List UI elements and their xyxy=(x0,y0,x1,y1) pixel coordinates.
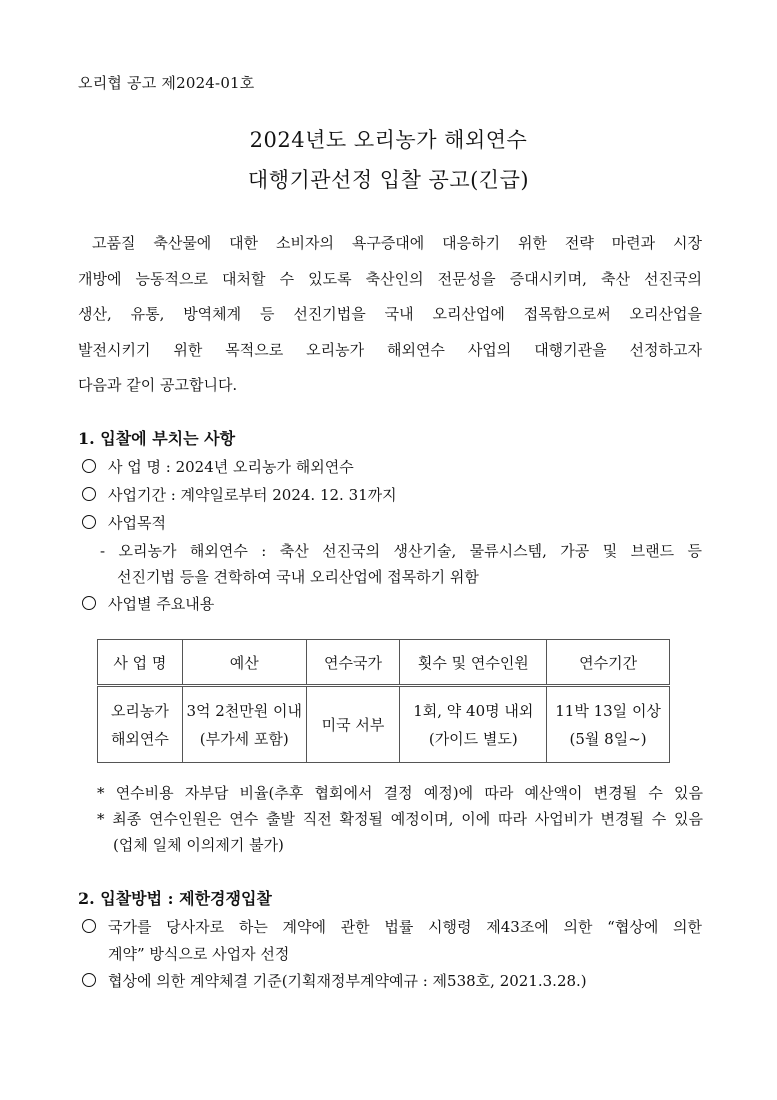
circle-bullet-icon xyxy=(82,973,96,987)
business-period-item xyxy=(82,484,397,505)
page-title-line2: 대행기관선정 입찰 공고(긴급) xyxy=(247,168,530,192)
table-header-row xyxy=(98,640,670,686)
table-cell-count: 1회, 약 40명 내외 (가이드 별도) xyxy=(400,686,547,763)
intro-line-3: 생산, 유통, 방역체계 등 선진기법을 국내 오리산업에 접목함으로써 오리산업을 xyxy=(78,305,702,323)
section1-title: 1. 입찰에 부치는 사항 xyxy=(78,429,236,448)
intro-line-2: 개방에 능동적으로 대처할 수 있도록 축산인의 전문성을 증대시키며, 축산 선진국의 xyxy=(78,269,702,288)
circle-bullet-icon xyxy=(82,596,96,610)
business-table xyxy=(97,639,670,763)
table-header: 사 업 명 xyxy=(98,640,183,686)
intro-paragraph xyxy=(78,226,702,404)
table-header: 예산 xyxy=(182,640,306,686)
section2-title: 2. 입찰방법 : 제한경쟁입찰 xyxy=(78,889,272,908)
business-period-text: 사업기간 : 계약일로부터 2024. 12. 31까지 xyxy=(108,486,397,504)
circle-bullet-icon xyxy=(82,459,96,473)
table-cell-country: 미국 서부 xyxy=(306,686,400,763)
intro-line-5: 다음과 같이 공고합니다. xyxy=(78,376,238,394)
business-purpose-item xyxy=(82,512,166,533)
table-cell-budget: 3억 2천만원 이내 (부가세 포함) xyxy=(182,686,306,763)
table-row xyxy=(98,686,670,763)
purpose-detail-line1: - 오리농가 해외연수 : 축산 선진국의 생산기술, 물류시스템, 가공 및 브랜드 등 xyxy=(100,542,702,560)
intro-line-4: 발전시키기 위한 목적으로 오리농가 해외연수 사업의 대행기관을 선정하고자 xyxy=(78,340,702,359)
table-cell-duration: 11박 13일 이상 (5월 8일~) xyxy=(547,686,670,763)
document-number: 오리협 공고 제2024-01호 xyxy=(78,74,255,92)
table-note-1: * 연수비용 자부담 비율(추후 협회에서 결정 예정)에 따라 예산액이 변경될 수 있음 xyxy=(97,784,703,802)
business-contents-item xyxy=(82,593,214,614)
table-header: 연수국가 xyxy=(306,640,400,686)
intro-line-1: 고품질 축산물에 대한 소비자의 욕구증대에 대응하기 위한 전략 마련과 시장 xyxy=(92,234,702,252)
table-note-2: * 최종 연수인원은 연수 출발 직전 확정될 예정이며, 이에 따라 사업비가 변경될 수 있음 xyxy=(97,810,703,828)
bid-method-item1-line2: 계약” 방식으로 사업자 선정 xyxy=(108,945,290,963)
business-contents-label: 사업별 주요내용 xyxy=(108,595,215,613)
table-header: 횟수 및 연수인원 xyxy=(400,640,547,686)
business-name-text: 사 업 명 : 2024년 오리농가 해외연수 xyxy=(108,458,354,476)
bid-method-item1-line1: 국가를 당사자로 하는 계약에 관한 법률 시행령 제43조에 의한 “협상에 의한 xyxy=(82,916,702,937)
table-note-3: (업체 일체 이의제기 불가) xyxy=(113,836,284,854)
circle-bullet-icon xyxy=(82,919,96,933)
business-purpose-label: 사업목적 xyxy=(108,514,166,532)
page-title-line1: 2024년도 오리농가 해외연수 xyxy=(249,128,528,152)
circle-bullet-icon xyxy=(82,487,96,501)
purpose-detail-line2: 선진기법 등을 견학하여 국내 오리산업에 접목하기 위함 xyxy=(117,568,479,586)
table-cell-name: 오리농가 해외연수 xyxy=(98,686,183,763)
circle-bullet-icon xyxy=(82,515,96,529)
bid-method-item2: 협상에 의한 계약체결 기준(기획재정부계약예규 : 제538호, 2021.3.28.) xyxy=(82,970,587,991)
business-name-item xyxy=(82,456,354,477)
table-header: 연수기간 xyxy=(547,640,670,686)
